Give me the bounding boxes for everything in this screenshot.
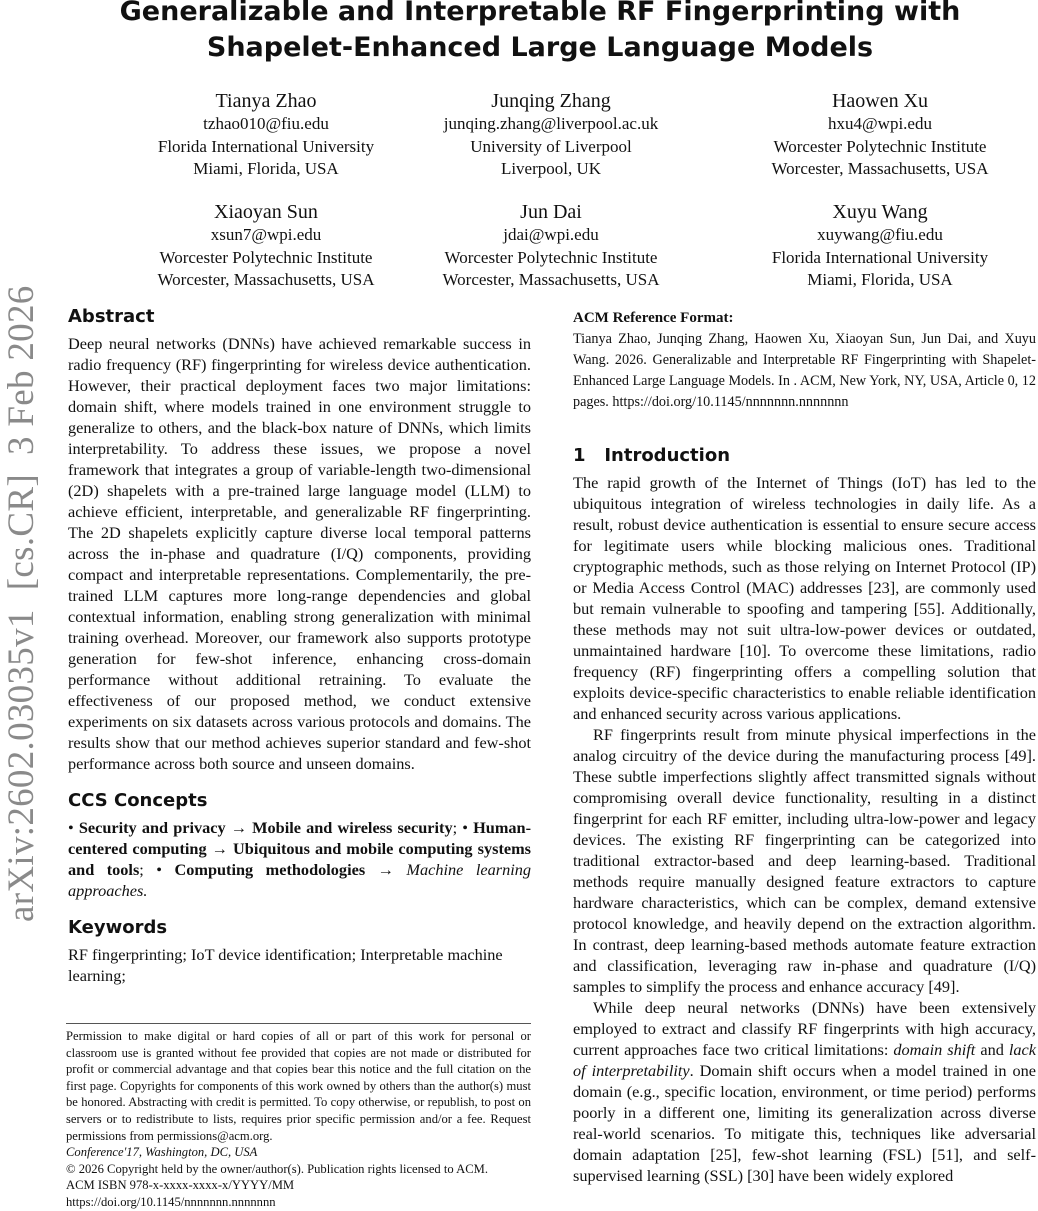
author-name: Jun Dai (520, 201, 582, 223)
author-name: Haowen Xu (831, 90, 929, 112)
paper-title (40, 0, 1038, 66)
ccs-heading: CCS Concepts (68, 790, 208, 811)
author-name: Tianya Zhao (215, 90, 317, 112)
author-block (720, 88, 1038, 181)
author-block (391, 88, 711, 181)
introduction-heading: 1 Introduction (573, 445, 731, 466)
acm-reference-text: Tianya Zhao, Junqing Zhang, Haowen Xu, Xiaoyan Sun, Jun Dai, and Xuyu Wang. 2026. Generalizable and Interpretable RF Fingerprinting with Shapelet-Enhanced Large Language Models. In . ACM, New York, NY, USA, Article 0, 12 pages. https://doi.org/10.1145/nnnnnnn.nnnnnnn (573, 331, 1036, 410)
ccs-item: Ubiquitous and mobile computing systems and tools (68, 839, 531, 879)
keywords-heading: Keywords (68, 917, 168, 938)
keywords-text: RF fingerprinting; IoT device identification; Interpretable machine learning; (68, 945, 503, 985)
author-affiliation: Florida International University (771, 247, 989, 267)
copyright-notice: © 2026 Copyright held by the owner/author(s). Publication rights licensed to ACM. (66, 1161, 488, 1176)
title-line-2: Shapelet-Enhanced Large Language Models (206, 32, 874, 63)
author-name: Xuyu Wang (832, 201, 928, 223)
intro-paragraph (573, 997, 1036, 1186)
author-affiliation: Worcester Polytechnic Institute (773, 136, 987, 156)
author-name: Junqing Zhang (491, 90, 611, 112)
arxiv-stamp: arXiv:2602.03035v1 [cs.CR] 3 Feb 2026 (1, 285, 42, 922)
author-affiliation: University of Liverpool (470, 136, 632, 156)
emphasis: domain shift (893, 1040, 976, 1059)
doi-link[interactable]: https://doi.org/10.1145/nnnnnnn.nnnnnnn (66, 1194, 276, 1209)
ccs-item: Mobile and wireless security (252, 818, 453, 837)
author-email[interactable]: tzhao010@fiu.edu (203, 114, 329, 133)
author-block (106, 88, 426, 181)
author-location: Worcester, Massachusetts, USA (157, 270, 375, 289)
author-affiliation: Worcester Polytechnic Institute (444, 247, 658, 267)
intro-paragraph: The rapid growth of the Internet of Things (IoT) has led to the ubiquitous integration of wireless technologies in daily life. As a result, robust device authentication is essential to ensure secure access for legitimate users while blocking malicious ones. Traditional cryptographic methods, such as those relying on Internet Protocol (IP) or Media Access Control (MAC) addresses [23], are commonly used but remain vulnerable to spoofing and tampering [55]. Additionally, these methods may not suit ultra-low-power devices or outdated, unmaintained hardware [10]. To overcome these limitations, radio frequency (RF) fingerprinting offers a compelling solution that exploits device-specific characteristics to enable reliable identification and enhanced security across various applications. (573, 473, 1036, 723)
ccs-item: Computing methodologies (174, 860, 366, 879)
author-block (391, 199, 711, 292)
author-location: Miami, Florida, USA (807, 270, 953, 289)
author-affiliation: Worcester Polytechnic Institute (159, 247, 373, 267)
ccs-item: Security and privacy (78, 818, 226, 837)
author-email[interactable]: xsun7@wpi.edu (210, 225, 322, 244)
author-location: Miami, Florida, USA (193, 159, 339, 178)
author-block (106, 199, 426, 292)
author-location: Worcester, Massachusetts, USA (442, 270, 660, 289)
text-segment: While deep neural networks (DNNs) have been extensively employed to extract and classify RF fingerprints with high accuracy, current approaches face two critical limitations: (573, 998, 1036, 1059)
footnote (66, 1023, 531, 1211)
ccs-item: Machine learning approaches. (68, 860, 532, 900)
text-segment: . Domain shift occurs when a model trained in one domain (e.g., specific location, environment, or time period) performs poorly in a different one, limiting its generalization across diverse real-world scenarios. To mitigate this, techniques like adversarial domain adaptation [25], few-shot learning (FSL) [51], and self-supervised learning (SSL) [30] have been widely explored (573, 1061, 1036, 1185)
intro-paragraph: RF fingerprints result from minute physical imperfections in the analog circuitry of the device during the manufacturing process [49]. These subtle imperfections slightly affect transmitted signals without compromising overall device functionality, resulting in a distinct fingerprint for each RF emitter, including ultra-low-power and legacy devices. The existing RF fingerprinting can be categorized into traditional extractor-based and deep learning-based. Traditional methods require manually designed feature extractors to capture hardware characteristics, which can be complex, demand extensive protocol knowledge, and heavily depend on the extraction algorithm. In contrast, deep learning-based methods automate feature extraction and classification, leveraging raw in-phase and quadrature (I/Q) samples to simplify the process and enhance accuracy [49]. (573, 725, 1036, 996)
abstract-heading: Abstract (68, 306, 155, 327)
conference-info: Conference'17, Washington, DC, USA (66, 1145, 258, 1160)
ccs-concepts: • Security and privacy → Mobile and wireless security; • Human-centered computing → Ubiquitous and mobile computing systems and tools; • Computing methodologies → Machine learning approaches. (68, 818, 532, 900)
title-line-1: Generalizable and Interpretable RF Fingerprinting with (119, 0, 961, 27)
abstract-text: Deep neural networks (DNNs) have achieved remarkable success in radio frequency (RF) fingerprinting for wireless device authentication. However, their practical deployment faces two major limitations: domain shift, where models trained in one environment struggle to generalize to others, and the black-box nature of DNNs, which limits interpretability. To address these issues, we propose a novel framework that integrates a group of variable-length two-dimensional (2D) shapelets with a pre-trained large language model (LLM) to achieve efficient, interpretable, and generalizable RF fingerprinting. The 2D shapelets explicitly capture diverse local temporal patterns across the in-phase and quadrature (I/Q) components, providing compact and interpretable representations. Complementarily, the pre-trained LLM captures more long-range dependencies and global contextual information, enabling strong generalization with minimal training overhead. Moreover, our framework also supports prototype generation for few-shot inference, enhancing cross-domain performance without additional retraining. To evaluate the effectiveness of our proposed method, we conduct extensive experiments on six datasets across various protocols and domains. The results show that our method achieves superior standard and few-shot performance across both source and unseen domains. (68, 334, 531, 773)
acm-reference-heading: ACM Reference Format: (573, 310, 734, 326)
author-email[interactable]: hxu4@wpi.edu (828, 114, 932, 133)
author-email[interactable]: jdai@wpi.edu (503, 225, 599, 244)
author-location: Liverpool, UK (500, 159, 602, 178)
author-block (720, 199, 1038, 292)
isbn: ACM ISBN 978-x-xxxx-xxxx-x/YYYY/MM (66, 1178, 295, 1193)
author-location: Worcester, Massachusetts, USA (771, 159, 989, 178)
emphasis: lack of interpretability (573, 1040, 1036, 1080)
left-column (68, 305, 531, 986)
author-name: Xiaoyan Sun (214, 201, 318, 223)
ccs-item: Human-centered computing (68, 818, 531, 858)
right-column (573, 308, 1036, 1186)
author-email[interactable]: xuywang@fiu.edu (817, 225, 943, 244)
author-affiliation: Florida International University (157, 136, 375, 156)
text-segment: and (975, 1040, 1009, 1059)
permission-notice: Permission to make digital or hard copies of all or part of this work for personal or classroom use is granted without fee provided that copies are not made or distributed for profit or commercial advantage and that copies bear this notice and the full citation on the first page. Copyrights for components of this work owned by others than the author(s) must be honored. Abstracting with credit is permitted. To copy otherwise, or republish, to post on servers or to redistribute to lists, requires prior specific permission and/or a fee. Request permissions from permissions@acm.org. (66, 1029, 531, 1143)
acm-reference-format (573, 308, 1036, 413)
author-email[interactable]: junqing.zhang@liverpool.ac.uk (443, 114, 659, 133)
